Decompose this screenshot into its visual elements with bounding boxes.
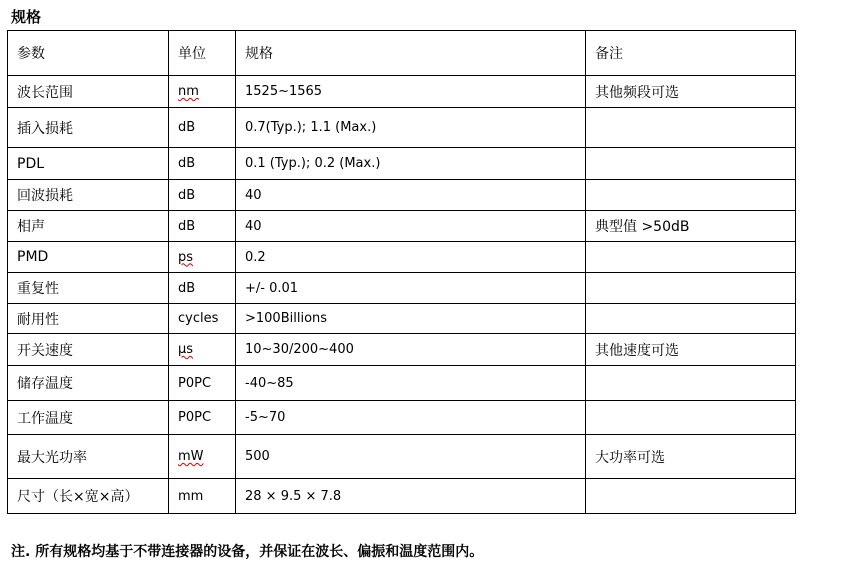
spec-cell: 40 xyxy=(236,180,586,211)
unit-cell: dB xyxy=(169,211,236,242)
unit-text: μs xyxy=(178,342,194,357)
column-header-note: 备注 xyxy=(586,31,796,76)
table-header-row xyxy=(8,31,796,76)
param-cell: 波长范围 xyxy=(8,76,169,108)
param-cell: 重复性 xyxy=(8,273,169,304)
spec-cell: 0.1 (Typ.); 0.2 (Max.) xyxy=(236,148,586,180)
unit-cell: dB xyxy=(169,108,236,148)
spec-table xyxy=(7,30,796,514)
param-cell: 相声 xyxy=(8,211,169,242)
spec-cell: 0.7(Typ.); 1.1 (Max.) xyxy=(236,108,586,148)
unit-cell xyxy=(169,76,236,108)
spec-cell: >100Billions xyxy=(236,304,586,334)
param-cell: 开关速度 xyxy=(8,334,169,366)
spec-cell: -40~85 xyxy=(236,366,586,401)
unit-cell: P0PC xyxy=(169,366,236,401)
footnote: 注. 所有规格均基于不带连接器的设备，并保证在波长、偏振和温度范围内。 xyxy=(11,544,484,560)
column-header-spec: 规格 xyxy=(236,31,586,76)
unit-cell xyxy=(169,435,236,479)
spec-cell: +/- 0.01 xyxy=(236,273,586,304)
note-cell xyxy=(586,108,796,148)
unit-cell: dB xyxy=(169,273,236,304)
param-cell: PMD xyxy=(8,242,169,273)
param-cell: 储存温度 xyxy=(8,366,169,401)
unit-text: nm xyxy=(178,84,199,99)
param-cell: 耐用性 xyxy=(8,304,169,334)
spec-cell: 10~30/200~400 xyxy=(236,334,586,366)
param-cell: 尺寸（长×宽×高） xyxy=(8,479,169,514)
spec-cell: 28 × 9.5 × 7.8 xyxy=(236,479,586,514)
table-row xyxy=(8,148,796,180)
unit-cell: mm xyxy=(169,479,236,514)
table-row xyxy=(8,108,796,148)
param-cell: 插入损耗 xyxy=(8,108,169,148)
table-row xyxy=(8,211,796,242)
spec-cell: 0.2 xyxy=(236,242,586,273)
note-cell: 大功率可选 xyxy=(586,435,796,479)
table-row xyxy=(8,76,796,108)
note-cell: 其他速度可选 xyxy=(586,334,796,366)
table-row xyxy=(8,401,796,435)
unit-cell: P0PC xyxy=(169,401,236,435)
spec-cell: 1525~1565 xyxy=(236,76,586,108)
unit-cell: dB xyxy=(169,180,236,211)
note-cell: 其他频段可选 xyxy=(586,76,796,108)
unit-cell: cycles xyxy=(169,304,236,334)
section-title: 规格 xyxy=(11,8,42,26)
note-cell xyxy=(586,242,796,273)
note-cell: 典型值 >50dB xyxy=(586,211,796,242)
unit-cell xyxy=(169,242,236,273)
column-header-param: 参数 xyxy=(8,31,169,76)
param-cell: 最大光功率 xyxy=(8,435,169,479)
table-row xyxy=(8,273,796,304)
note-cell xyxy=(586,401,796,435)
table-row xyxy=(8,334,796,366)
note-cell xyxy=(586,304,796,334)
unit-text: ps xyxy=(178,249,194,265)
column-header-unit: 单位 xyxy=(169,31,236,76)
unit-text: mW xyxy=(178,449,204,464)
param-cell: 回波损耗 xyxy=(8,180,169,211)
spec-cell: -5~70 xyxy=(236,401,586,435)
table-row xyxy=(8,479,796,514)
param-cell: 工作温度 xyxy=(8,401,169,435)
table-row xyxy=(8,242,796,273)
note-cell xyxy=(586,180,796,211)
unit-cell: dB xyxy=(169,148,236,180)
table-row xyxy=(8,366,796,401)
spec-cell: 40 xyxy=(236,211,586,242)
table-row xyxy=(8,304,796,334)
note-cell xyxy=(586,273,796,304)
spec-cell: 500 xyxy=(236,435,586,479)
note-cell xyxy=(586,148,796,180)
note-cell xyxy=(586,366,796,401)
param-cell: PDL xyxy=(8,148,169,180)
note-cell xyxy=(586,479,796,514)
table-row xyxy=(8,180,796,211)
unit-cell xyxy=(169,334,236,366)
table-row xyxy=(8,435,796,479)
